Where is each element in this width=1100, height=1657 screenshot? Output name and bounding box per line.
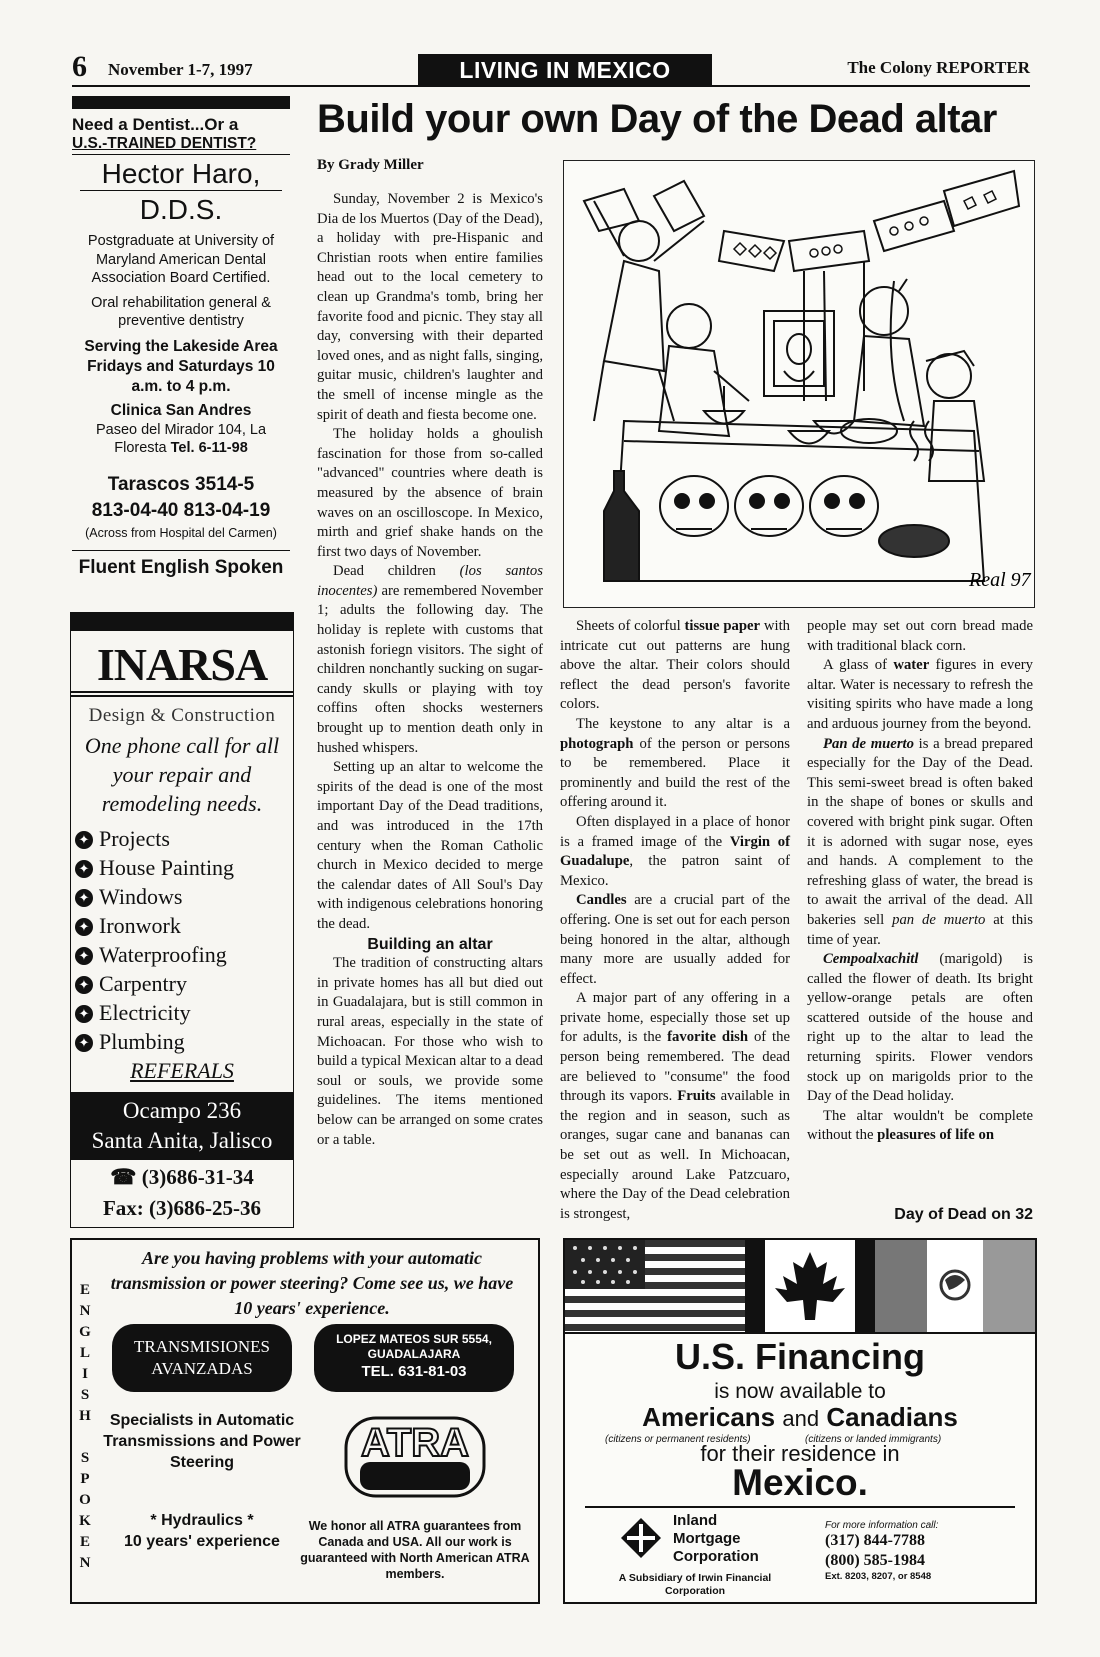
ad-headline: Need a Dentist...Or a (72, 115, 239, 134)
issue-date: November 1-7, 1997 (108, 60, 253, 79)
financing-ad (563, 1238, 1037, 1604)
serving-hours: Serving the Lakeside Area Fridays and Saturdays 10 a.m. to 4 p.m. (84, 337, 278, 395)
inland-name: Inland Mortgage Corporation (673, 1512, 759, 1565)
financing-country: Mexico. (732, 1462, 868, 1503)
credentials: Postgraduate at University of Maryland American Dental Association Board Certified. (87, 233, 275, 286)
altar-drawing (564, 161, 1034, 607)
paragraph: Setting up an altar to welcome the spirits of the dead is one of the most important Day of the Dead traditions, and was introduced in the 17th century when the Roman Catholic church in Mexico decided to merge the calendar dates of All Soul's Day with indigenous celebrations honoring the dead. (317, 759, 543, 932)
office-phones: 813-04-40 813-04-19 (91, 499, 271, 521)
service-item: ✦ Electricity (71, 998, 293, 1027)
inarsa-logo: INARSA (71, 639, 293, 697)
service-item: ✦ Plumbing (71, 1027, 293, 1056)
star-bullet-icon: ✦ (75, 918, 93, 936)
star-bullet-icon: ✦ (75, 860, 93, 878)
article-column-2 (560, 617, 790, 1224)
flags-image (565, 1240, 1035, 1332)
ad-subheadline: U.S.-TRAINED DENTIST? (72, 135, 290, 155)
paper-name: The Colony REPORTER (847, 58, 1030, 77)
ad-top-bar (71, 613, 293, 631)
star-bullet-icon: ✦ (75, 1034, 93, 1052)
service-item: ✦ Windows (71, 882, 293, 911)
financing-audience: Americans and Canadians (642, 1402, 958, 1432)
americans-note: (citizens or permanent residents) (605, 1434, 751, 1445)
paragraph: Cempoalxachitl (marigold) is called the flower of death. Its bright yellow-orange petals are often scattered outside of the house and right up to the altar to lead the returning spirits. Flower vendors stock up on marigolds prior to the Day of the Dead holiday. (807, 951, 1033, 1105)
financing-title: U.S. Financing (674, 1336, 925, 1377)
paragraph: The holiday holds a ghoulish fascination for those from so-called "advanced" countries where death is measured by the absence of brain waves on an oscilloscope. In Mexico, mirth and grief shake hands on the first two days of November. (317, 426, 543, 560)
section-title: LIVING IN MEXICO (418, 54, 712, 87)
paragraph: Pan de muerto is a bread prepared especially for the Day of the Dead. This semi-sweet bread is often baked in the shape of bones or skulls and covered with bright pink sugar. Often it is adorned with sugar nose, eyes and hands. A complement to the refreshing glass of water, the bread is to await the arrival of the dead. All bakeries sell pan de muerto at this time of year. (807, 735, 1033, 948)
inarsa-service-list (71, 824, 293, 1056)
service-item: ✦ Waterproofing (71, 940, 293, 969)
clinic-name: Clinica San Andres (110, 401, 252, 419)
jump-line: Day of Dead on 32 (894, 1206, 1033, 1223)
star-bullet-icon: ✦ (75, 889, 93, 907)
divider (585, 1506, 1015, 1508)
article-column-1 (317, 190, 543, 1150)
paragraph: A major part of any offering in a private home, especially those set up for adults, is the favorite dish of the person being remembered. The dead are believed to "consume" the food through its vapors. Fruits available in the region and in season, such as oranges, sugar cane and bananas can be set out as well. In Michoacan, especially around Lake Patzcuaro, where the Day of the Dead celebration is strongest, (560, 990, 791, 1222)
star-bullet-icon: ✦ (75, 976, 93, 994)
star-bullet-icon: ✦ (75, 947, 93, 965)
paragraph: The altar wouldn't be complete without the pleasures of life on (807, 1107, 1033, 1144)
paragraph: The tradition of constructing altars in private homes has all but died out in Guadalajara, but is still common in rural areas, especially in the state of Michoacan. For those who wish to build a typical Mexican altar to a dead soul or souls, we provide some guidelines. The items mentioned below can be arranged on some crates or a table. (317, 955, 543, 1148)
paragraph: Often displayed in a place of honor is a framed image of the Virgin of Guadalupe, the patron saint of Mexico. (560, 813, 790, 889)
article-column-3 (807, 617, 1033, 1146)
office-address: Tarascos 3514-5 (107, 473, 255, 495)
dental-services: Oral rehabilitation general & preventive dentistry (91, 294, 271, 329)
subsidiary: A Subsidiary of Irwin Financial Corporation (618, 1572, 772, 1597)
phone-icon: ☎ (110, 1165, 137, 1189)
fluent-english: Fluent English Spoken (72, 550, 290, 579)
business-name: TRANSMISIONES AVANZADAS (112, 1324, 292, 1392)
inarsa-fax: Fax: (3)686-25-36 (102, 1196, 262, 1220)
page-number: 6 (72, 50, 87, 83)
altar-illustration (563, 160, 1035, 608)
hydraulics: * Hydraulics * 10 years' experience (124, 1512, 280, 1550)
dentist-name: Hector Haro, (80, 157, 282, 191)
svg-text:ATRA: ATRA (360, 1421, 470, 1465)
inarsa-subtitle: Design & Construction (88, 705, 276, 726)
inland-logo-icon (621, 1518, 661, 1558)
referrals: REFERALS (130, 1058, 234, 1083)
star-bullet-icon: ✦ (75, 831, 93, 849)
transmission-ad (70, 1238, 540, 1604)
clinic-address: Paseo del Mirador 104, La Floresta Tel. 6-11-98 (95, 421, 267, 456)
financing-contact: For more information call: (317) 844-7788 (800) 585-1984 Ext. 8203, 8207, or 8548 (825, 1520, 939, 1582)
service-item: ✦ House Painting (71, 853, 293, 882)
paragraph: Dead children (los santos inocentes) are remembered November 1; adults the following day. The holiday is replete with customs that astonish foriegn visitors. The sight of children nonchantly sucking on sugar-candy skulls or playing with toy coffins often shocks westerners brought up to mention death only in hushed whispers. (317, 563, 543, 756)
subhead: Building an altar (367, 935, 493, 953)
business-address: LOPEZ MATEOS SUR 5554, GUADALAJARA TEL. 631-81-03 (314, 1324, 514, 1392)
paragraph: Sunday, November 2 is Mexico's Dia de los Muertos (Day of the Dead), a holiday with pre-Hispanic and Christian roots when entire families head out to the local cemetery to clean up Grandma's tomb, bring her favorite food and picnic. They stay all day, conversing with their departed loved ones, and as night falls, singing, guitar music, children's laughter and the smell of incense mingle as the spirit of death and fiesta become one. (317, 191, 543, 423)
specialists: Specialists in Automatic Transmissions and Power Steering (103, 1412, 301, 1471)
flags-banner (565, 1240, 1035, 1334)
atra-guarantee: We honor all ATRA guarantees from Canada and USA. All our work is guaranteed with North American ATRA members. (300, 1519, 530, 1581)
inarsa-slogan: One phone call for all your repair and remodeling needs. (84, 733, 280, 816)
paragraph: A glass of water figures in every altar. Water is necessary to refresh the visiting spirits who have made a long and arduous journey from the beyond. (807, 657, 1033, 732)
inarsa-address: Ocampo 236 Santa Anita, Jalisco (71, 1092, 293, 1160)
illustration-signature: Real 97 (969, 569, 1031, 591)
header-rule (72, 85, 1030, 87)
paragraph: Sheets of colorful tissue paper with intricate cut out patterns are hung above the altar. Their colors should reflect the dead person's favorite colors. (560, 618, 790, 713)
paragraph: people may set out corn bread made with traditional black corn. (807, 618, 1033, 654)
inarsa-phone: ☎ (3)686-31-34 (110, 1165, 254, 1189)
paragraph: The keystone to any altar is a photograph of the person or persons to be remembered. Place it prominently and build the rest of the offering around it. (560, 715, 790, 811)
paragraph: Candles are a crucial part of the offering. One is set out for each person being honored in the altar, although many more are usually added for effect. (560, 892, 790, 987)
service-item: ✦ Carpentry (71, 969, 293, 998)
office-landmark: (Across from Hospital del Carmen) (85, 525, 277, 540)
dentist-ad (72, 96, 290, 579)
english-spoken-vertical: E N G L I S H S P O K E N (79, 1282, 91, 1571)
star-bullet-icon: ✦ (75, 1005, 93, 1023)
financing-line4: for their residence in (700, 1441, 900, 1466)
headline: Build your own Day of the Dead altar (317, 97, 997, 141)
byline: By Grady Miller (317, 157, 424, 173)
inarsa-ad (70, 612, 294, 1228)
financing-line2: is now available to (714, 1380, 886, 1403)
service-item: ✦ Projects (71, 824, 293, 853)
service-item: ✦ Ironwork (71, 911, 293, 940)
dentist-degree: D.D.S. (139, 194, 223, 225)
atra-logo (340, 1400, 490, 1510)
ad-top-bar (72, 96, 290, 109)
ad-question: Are you having problems with your automatic transmission or power steering? Come see us, we have 10 years' experience. (110, 1248, 514, 1318)
canadians-note: (citizens or landed immigrants) (805, 1434, 942, 1445)
